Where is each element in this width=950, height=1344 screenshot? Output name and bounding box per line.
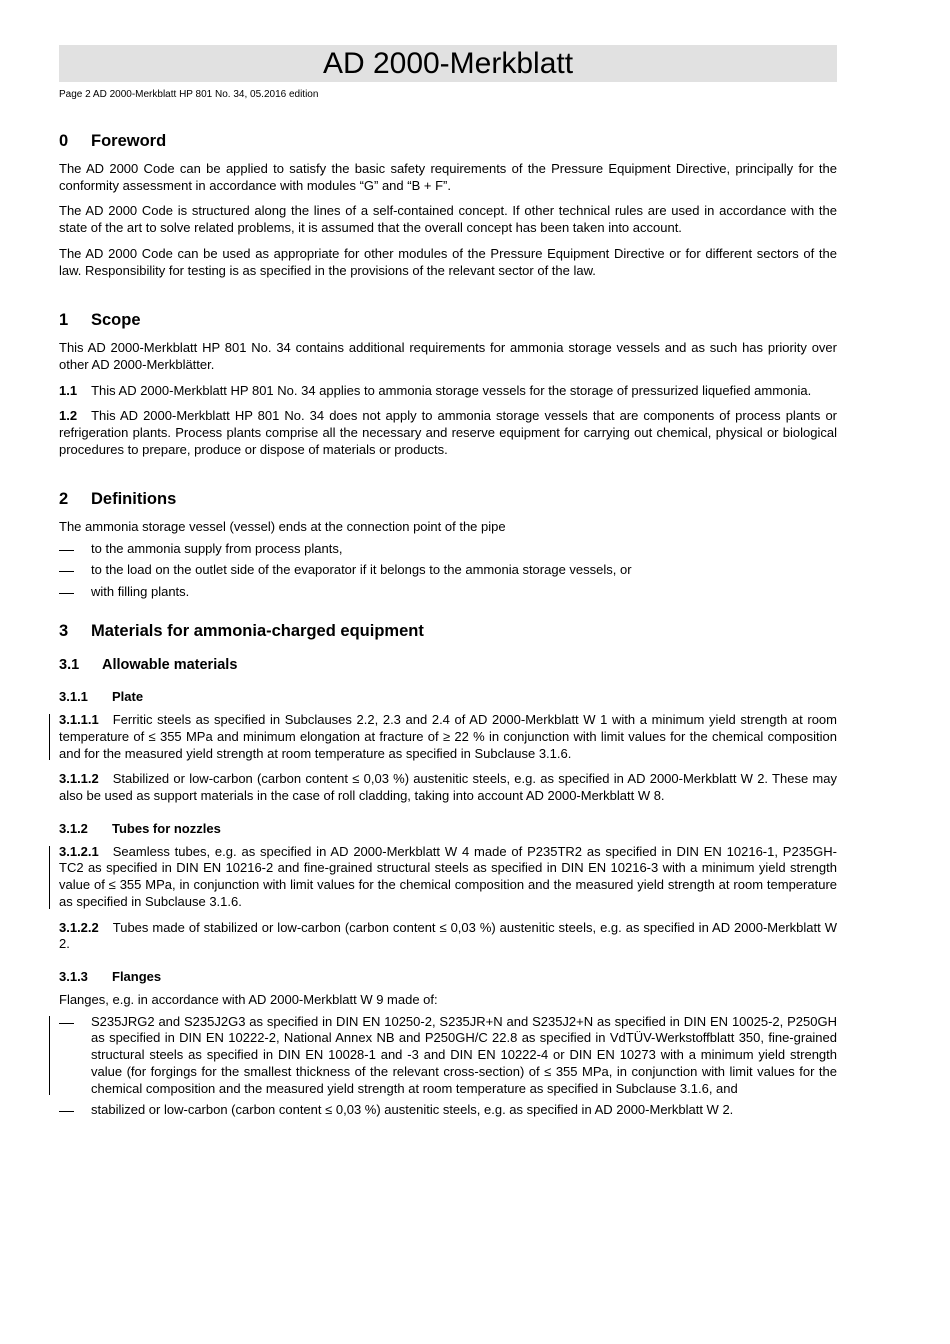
section-title: Allowable materials <box>102 657 238 674</box>
paragraph-text: Stabilized or low-carbon (carbon content ≤ 0,03 %) austenitic steels, e.g. as specified in AD 2000-Merkblatt W 2. These may also be used as support materials in the case of roll cladding, taking into account AD 2000-Merkblatt W 8. <box>59 771 837 804</box>
section-heading-materials <box>59 622 837 641</box>
page-header-info: Page 2 AD 2000-Merkblatt HP 801 No. 34, 05.2016 edition <box>59 89 319 100</box>
paragraph: The ammonia storage vessel (vessel) ends at the connection point of the pipe <box>59 519 506 535</box>
paragraph-3-1-1-2 <box>59 771 837 804</box>
paragraph-3-1-2-2 <box>59 920 837 953</box>
section-number: 3.1 <box>59 657 80 674</box>
list-item: stabilized or low-carbon (carbon content ≤ 0,03 %) austenitic steels, e.g. as specified in AD 2000-Merkblatt W 2. <box>59 1102 837 1119</box>
section-title: Definitions <box>91 490 177 509</box>
paragraph: This AD 2000-Merkblatt HP 801 No. 34 contains additional requirements for ammonia storage vessels and as such has priority over other AD 2000-Merkblätter. <box>59 340 837 372</box>
section-number: 3.1.2 <box>59 820 88 836</box>
list-item: to the ammonia supply from process plants, <box>59 541 837 558</box>
section-number: 3.1.1 <box>59 689 88 705</box>
paragraph-number: 3.1.2.1 <box>59 843 99 859</box>
paragraph-text: Tubes made of stabilized or low-carbon (carbon content ≤ 0,03 %) austenitic steels, e.g. as specified in AD 2000-Merkblatt W 2. <box>59 919 837 952</box>
paragraph: Flanges, e.g. in accordance with AD 2000-Merkblatt W 9 made of: <box>59 991 438 1007</box>
section-title: Foreword <box>91 132 167 150</box>
paragraph-1-1 <box>59 383 837 400</box>
paragraph-text: Seamless tubes, e.g. as specified in AD 2000-Merkblatt W 4 made of P235TR2 as specified in DIN EN 10216-1, P235GH-TC2 as specified in DIN EN 10216-2 and fine-grained structural steels as specified in DIN EN 10216-3 with a minimum yield strength value of ≤ 355 MPa, in conjunction with limit values for the chemical composition and the measured yield strength at room temperature as specified in Subclause 3.1.6. <box>59 843 837 909</box>
section-number: 2 <box>59 490 69 509</box>
section-title: Flanges <box>112 968 162 984</box>
paragraph-number: 3.1.1.1 <box>59 712 99 728</box>
paragraph-text: This AD 2000-Merkblatt HP 801 No. 34 applies to ammonia storage vessels for the storage of pressurized liquefied ammonia. <box>91 382 812 398</box>
flanges-list <box>59 1014 837 1119</box>
section-title: Plate <box>112 689 144 705</box>
paragraph-number: 3.1.1.2 <box>59 771 99 787</box>
paragraph-number: 1.2 <box>59 408 78 424</box>
document-title: AD 2000-Merkblatt <box>59 45 837 82</box>
section-heading-scope <box>59 311 837 330</box>
paragraph-text: Ferritic steels as specified in Subclauses 2.2, 2.3 and 2.4 of AD 2000-Merkblatt W 1 with a minimum yield strength at room temperature of ≤ 355 MPa and minimum elongation at fracture of ≥ 22 % in conjunction with limit values for the chemical composition and for the measured yield strength at room temperature as specified in Subclause 3.1.6. <box>59 712 837 761</box>
section-heading-foreword <box>59 132 837 151</box>
section-number: 0 <box>59 132 69 150</box>
paragraph-number: 1.1 <box>59 382 78 398</box>
section-heading-definitions <box>59 490 837 509</box>
paragraph: The AD 2000 Code can be used as appropriate for other modules of the Pressure Equipment Directive or for different sectors of the law. Responsibility for testing is as specified in the provisions of the relevant sector of the law. <box>59 245 837 278</box>
section-number: 3.1.3 <box>59 968 88 984</box>
paragraph-1-2 <box>59 408 837 458</box>
paragraph-text: This AD 2000-Merkblatt HP 801 No. 34 does not apply to ammonia storage vessels that are components of process plants or refrigeration plants. Process plants comprise all the necessary and reserve equipment for carrying out chemical, physical or biological procedures to prepare, produce or dispose of materials or products. <box>59 408 837 457</box>
section-number: 1 <box>59 311 69 330</box>
section-title: Scope <box>91 311 141 330</box>
section-title: Tubes for nozzles <box>112 820 221 836</box>
list-item: to the load on the outlet side of the evaporator if it belongs to the ammonia storage vessels, or <box>59 562 837 579</box>
definitions-list <box>59 541 837 600</box>
paragraph: The AD 2000 Code can be applied to satisfy the basic safety requirements of the Pressure Equipment Directive, principally for the conformity assessment in accordance with modules “G” and “B + F”. <box>59 161 837 193</box>
subsection-heading-allowable-materials <box>59 657 837 673</box>
paragraph: The AD 2000 Code is structured along the lines of a self-contained concept. If other technical rules are used in accordance with the state of the art to solve related problems, it is assumed that the overall concept has been taken into account. <box>59 203 837 236</box>
subsection-heading-tubes <box>59 821 837 836</box>
paragraph-3-1-1-1 <box>59 712 837 762</box>
list-item: S235JRG2 and S235J2G3 as specified in DIN EN 10250-2, S235JR+N and S235J2+N as specified in DIN EN 10025-2, P250GH as specified in DIN EN 10222-2, National Annex NB and P250GH/C 22.8 as specified in VdTÜV-Werkstoffblatt 350, fine-grained structural steels as specified in DIN EN 10028-1 and -3 and DIN EN 10222-4 or DIN EN 10273 with a minimum yield strength value (for forgings for the smallest thickness of the relevant cross-section) of ≤ 355 MPa, in conjunction with limit values for the chemical composition and the measured yield strength at room temperature as specified in Subclause 3.1.6, and <box>59 1014 837 1098</box>
section-title: Materials for ammonia-charged equipment <box>91 622 424 641</box>
document-page <box>59 45 837 1124</box>
subsection-heading-plate <box>59 689 837 704</box>
subsection-heading-flanges <box>59 969 837 984</box>
section-number: 3 <box>59 622 69 641</box>
list-item: with filling plants. <box>59 584 837 601</box>
paragraph-3-1-2-1 <box>59 844 837 911</box>
paragraph-number: 3.1.2.2 <box>59 919 99 935</box>
